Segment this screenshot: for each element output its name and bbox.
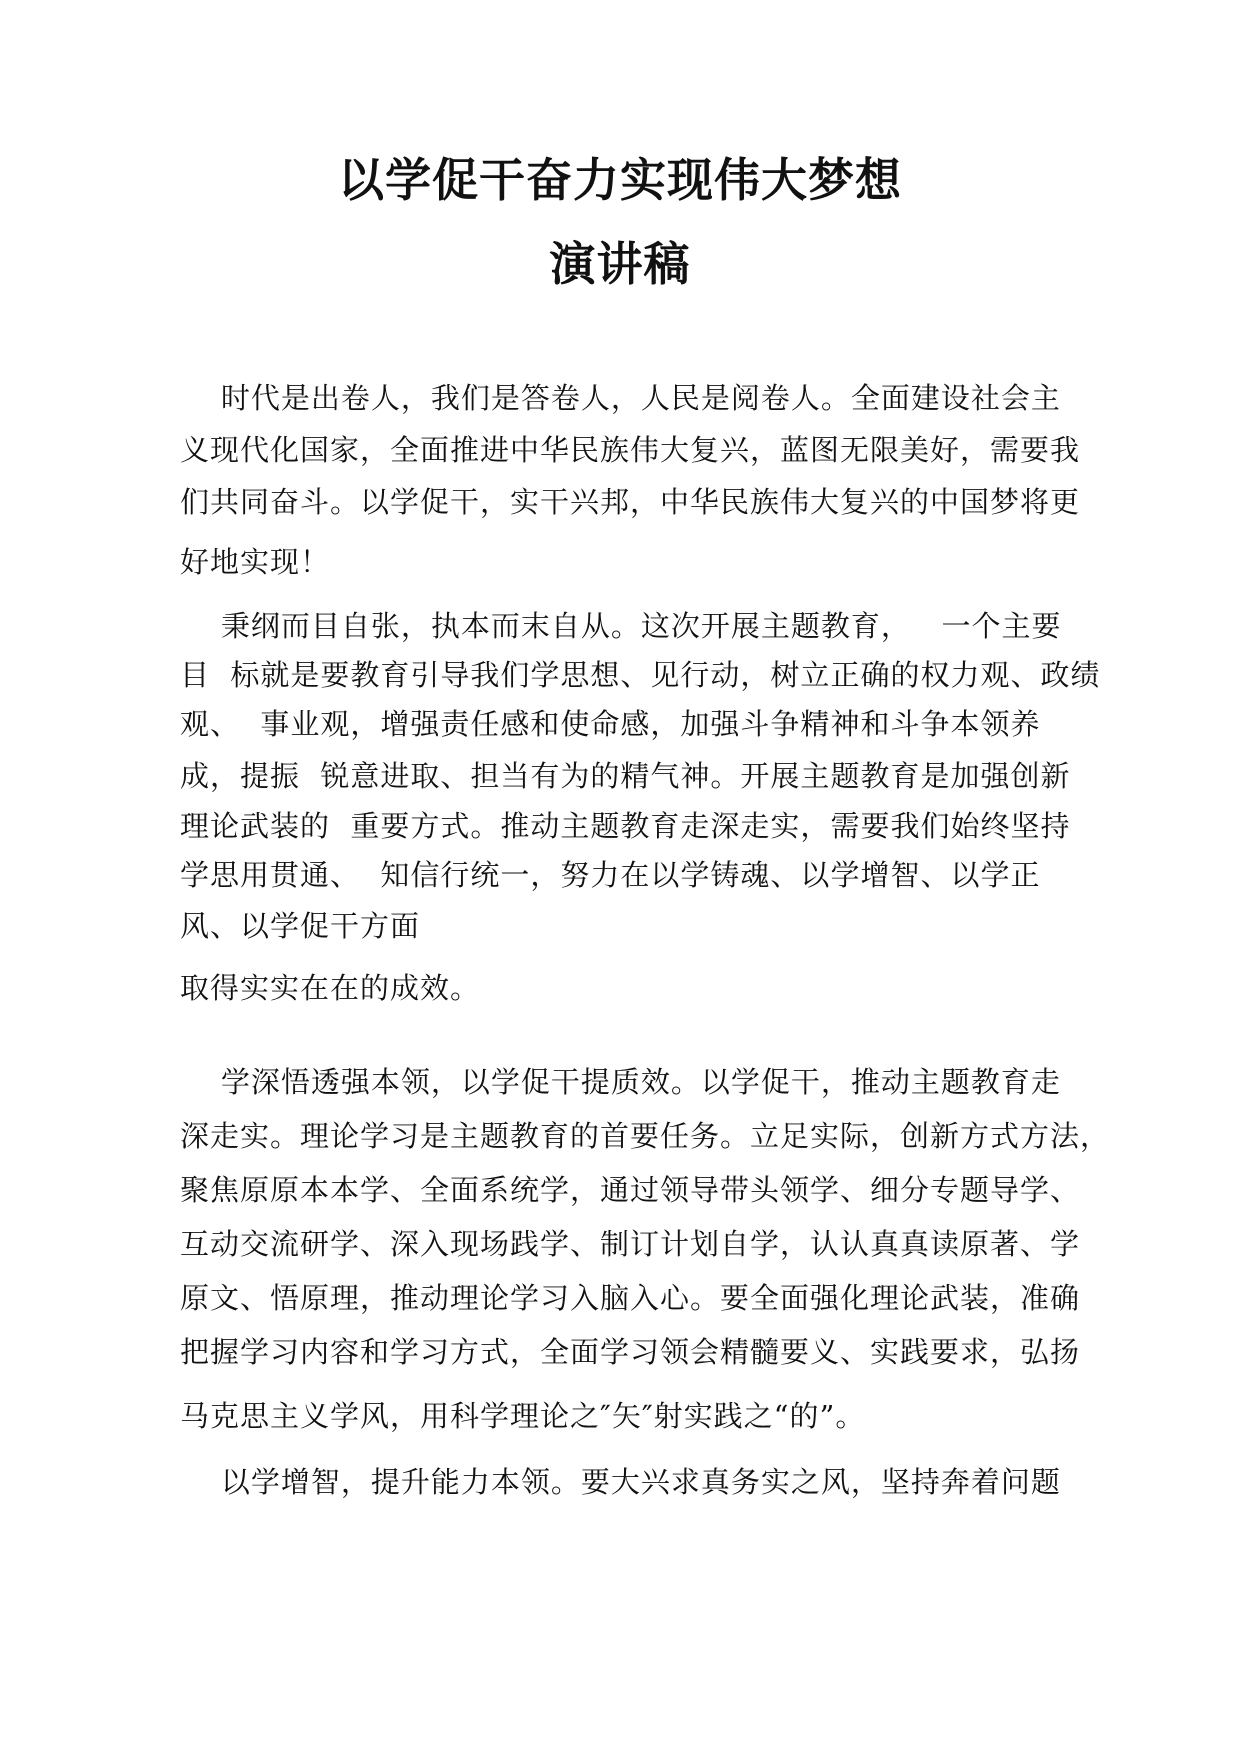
- paragraph-line: 秉纲而目自张，执本而末自从。这次开展主题教育， 一个主要: [180, 609, 1062, 643]
- paragraph-line: 聚焦原原本本学、全面系统学，通过领导带头领学、细分专题导学、: [180, 1173, 1081, 1207]
- paragraph-line: 成，提振 锐意进取、担当有为的精气神。开展主题教育是加强创新: [180, 759, 1071, 793]
- paragraph-line: 以学增智，提升能力本领。要大兴求真务实之风，坚持奔着问题: [180, 1465, 1061, 1499]
- paragraph-line: 取得实实在在的成效。: [180, 971, 481, 1005]
- paragraph-line: 观、 事业观，增强责任感和使命感，加强斗争精神和斗争本领养: [180, 707, 1041, 741]
- paragraph-line: 时代是出卷人，我们是答卷人，人民是阅卷人。全面建设社会主: [180, 381, 1061, 415]
- paragraph-line: 目 标就是要教育引导我们学思想、见行动，树立正确的权力观、政绩: [180, 658, 1101, 692]
- paragraph-line: 马克思主义学风，用科学理论之″矢″射实践之“的”。: [180, 1399, 866, 1433]
- document-subtitle: 演讲稿: [549, 237, 691, 291]
- paragraph-line: 风、以学促干方面: [180, 909, 421, 943]
- paragraph-line: 把握学习内容和学习方式，全面学习领会精髓要义、实践要求，弘扬: [180, 1335, 1081, 1369]
- paragraph-line: 理论武装的 重要方式。推动主题教育走深走实，需要我们始终坚持: [180, 809, 1071, 843]
- document-title: 以学促干奋力实现伟大梦想: [338, 153, 902, 207]
- paragraph-line: 深走实。理论学习是主题教育的首要任务。立足实际，创新方式方法，: [180, 1119, 1111, 1153]
- paragraph-line: 学深悟透强本领，以学促干提质效。以学促干，推动主题教育走: [180, 1065, 1061, 1099]
- paragraph-line: 义现代化国家，全面推进中华民族伟大复兴，蓝图无限美好，需要我: [180, 433, 1081, 467]
- paragraph-line: 们共同奋斗。以学促干，实干兴邦，中华民族伟大复兴的中国梦将更: [180, 485, 1081, 519]
- paragraph-line: 好地实现！: [180, 545, 331, 579]
- paragraph-line: 互动交流研学、深入现场践学、制订计划自学，认认真真读原著、学: [180, 1227, 1081, 1261]
- paragraph-line: 学思用贯通、 知信行统一，努力在以学铸魂、以学增智、以学正: [180, 858, 1041, 892]
- paragraph-line: 原文、悟原理，推动理论学习入脑入心。要全面强化理论武装，准确: [180, 1281, 1081, 1315]
